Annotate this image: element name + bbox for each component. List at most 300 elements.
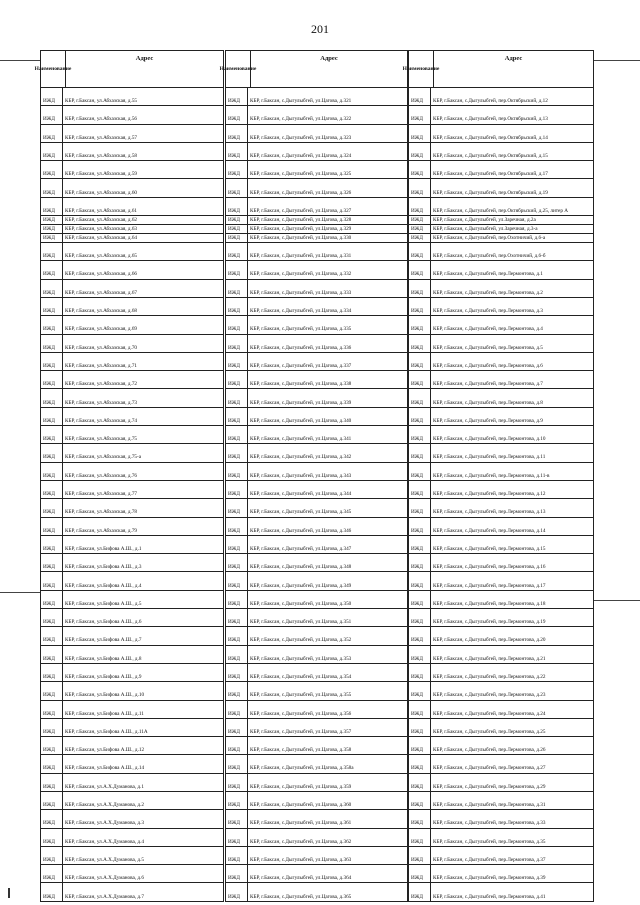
object-type: ИЖД bbox=[409, 829, 431, 846]
object-address: КБР, г.Баксан, с.Дыгулыбгей, пер.Лермонтова, д.31 bbox=[433, 802, 546, 809]
table-row bbox=[40, 426, 224, 444]
object-address: КБР, г.Баксан, с.Дыгулыбгей, пер.Лермонтова, д.39 bbox=[433, 875, 546, 882]
table-row bbox=[40, 499, 224, 517]
object-address: КБР, г.Баксан, ул.Абхазская, д.60 bbox=[65, 189, 138, 196]
table-row bbox=[225, 719, 408, 737]
object-type: ИЖД bbox=[41, 755, 63, 772]
object-address: КБР, г.Баксан, с.Дыгулыбгей, пер.Охотничий, д.6-б bbox=[433, 253, 546, 260]
object-type: ИЖД bbox=[226, 161, 248, 178]
object-address: КБР, г.Баксан, с.Дыгулыбгей, ул.Цагова, д.329 bbox=[250, 225, 352, 232]
table-row bbox=[225, 701, 408, 719]
object-type: ИЖД bbox=[409, 426, 431, 443]
object-type: ИЖД bbox=[41, 572, 63, 589]
object-address: КБР, г.Баксан, ул.Абхазская, д.75-а bbox=[65, 454, 142, 461]
object-address: КБР, г.Баксан, ул.Бифова А.Ш., д.8 bbox=[65, 655, 142, 662]
table-row bbox=[225, 646, 408, 664]
object-address: КБР, г.Баксан, с.Дыгулыбгей, пер.Лермонтова, д.11-в bbox=[433, 472, 550, 479]
object-type: ИЖД bbox=[41, 280, 63, 297]
object-address: КБР, г.Баксан, ул.Бифова А.Ш., д.14 bbox=[65, 765, 145, 772]
table-row bbox=[40, 847, 224, 865]
table-row bbox=[408, 774, 594, 792]
object-address: КБР, г.Баксан, с.Дыгулыбгей, ул.Цагова, д.347 bbox=[250, 545, 352, 552]
table-row bbox=[408, 627, 594, 645]
object-type: ИЖД bbox=[41, 335, 63, 352]
object-type: ИЖД bbox=[226, 627, 248, 644]
object-type: ИЖД bbox=[226, 179, 248, 196]
table-row bbox=[40, 389, 224, 407]
table-row bbox=[408, 298, 594, 316]
object-type: ИЖД bbox=[41, 261, 63, 278]
object-address: КБР, г.Баксан, с.Дыгулыбгей, пер.Лермонтова, д.26 bbox=[433, 747, 546, 754]
object-type: ИЖД bbox=[409, 280, 431, 297]
object-type: ИЖД bbox=[41, 554, 63, 571]
object-address: КБР, г.Баксан, ул.Абхазская, д.71 bbox=[65, 362, 138, 369]
object-address: КБР, г.Баксан, с.Дыгулыбгей, ул.Цагова, д.359 bbox=[250, 783, 352, 790]
object-address: КБР, г.Баксан, с.Дыгулыбгей, ул.Цагова, д.357 bbox=[250, 728, 352, 735]
table-row bbox=[408, 664, 594, 682]
object-address: КБР, г.Баксан, с.Дыгулыбгей, ул.Цагова, д.334 bbox=[250, 308, 352, 315]
scan-line-right-lower bbox=[594, 600, 640, 601]
type-header: Наименование bbox=[409, 51, 434, 87]
table-row bbox=[40, 179, 224, 197]
object-address: КБР, г.Баксан, с.Дыгулыбгей, пер.Лермонтова, д.20 bbox=[433, 637, 546, 644]
object-address: КБР, г.Баксан, ул.А.Х.Думанова, д.1 bbox=[65, 783, 144, 790]
table-row bbox=[408, 444, 594, 462]
object-address: КБР, г.Баксан, ул.Абхазская, д.76 bbox=[65, 472, 138, 479]
table-row bbox=[225, 737, 408, 755]
object-address: КБР, г.Баксан, с.Дыгулыбгей, ул.Цагова, д.326 bbox=[250, 189, 352, 196]
address-header: Адрес bbox=[135, 55, 154, 62]
object-address: КБР, г.Баксан, с.Дыгулыбгей, ул.Цагова, д.344 bbox=[250, 491, 352, 498]
object-address: КБР, г.Баксан, с.Дыгулыбгей, пер.Лермонтова, д.15 bbox=[433, 545, 546, 552]
object-address: КБР, г.Баксан, с.Дыгулыбгей, ул.Цагова, д.339 bbox=[250, 399, 352, 406]
table-row bbox=[225, 426, 408, 444]
object-address: КБР, г.Баксан, ул.Абхазская, д.77 bbox=[65, 491, 138, 498]
table-row bbox=[408, 125, 594, 143]
table-row bbox=[408, 518, 594, 536]
object-address: КБР, г.Баксан, с.Дыгулыбгей, пер.Октябрьский, д.12 bbox=[433, 98, 548, 105]
object-type: ИЖД bbox=[409, 353, 431, 370]
object-address: КБР, г.Баксан, с.Дыгулыбгей, ул.Цагова, д.342 bbox=[250, 454, 352, 461]
table-row bbox=[225, 829, 408, 847]
object-type: ИЖД bbox=[409, 463, 431, 480]
object-type: ИЖД bbox=[41, 829, 63, 846]
object-address: КБР, г.Баксан, с.Дыгулыбгей, пер.Лермонтова, д.10 bbox=[433, 436, 546, 443]
object-address: КБР, г.Баксан, с.Дыгулыбгей, ул.Цагова, д.360 bbox=[250, 802, 352, 809]
object-type: ИЖД bbox=[226, 591, 248, 608]
object-type: ИЖД bbox=[41, 810, 63, 827]
table-row bbox=[408, 216, 594, 225]
table-row bbox=[40, 865, 224, 883]
object-address: КБР, г.Баксан, с.Дыгулыбгей, ул.Цагова, д.346 bbox=[250, 527, 352, 534]
object-type: ИЖД bbox=[409, 591, 431, 608]
object-type: ИЖД bbox=[41, 444, 63, 461]
table-row bbox=[408, 408, 594, 426]
table-row bbox=[225, 161, 408, 179]
object-type: ИЖД bbox=[409, 865, 431, 882]
table-row bbox=[408, 179, 594, 197]
object-address: КБР, г.Баксан, с.Дыгулыбгей, ул.Цагова, д.349 bbox=[250, 582, 352, 589]
object-type: ИЖД bbox=[41, 792, 63, 809]
table-row bbox=[40, 280, 224, 298]
object-address: КБР, г.Баксан, ул.Абхазская, д.68 bbox=[65, 308, 138, 315]
object-type: ИЖД bbox=[41, 664, 63, 681]
table-row bbox=[40, 316, 224, 334]
object-address: КБР, г.Баксан, с.Дыгулыбгей, пер.Лермонтова, д.8 bbox=[433, 399, 543, 406]
object-type: ИЖД bbox=[41, 719, 63, 736]
object-type: ИЖД bbox=[41, 198, 63, 215]
object-address: КБР, г.Баксан, с.Дыгулыбгей, пер.Октябрьский, д.17 bbox=[433, 171, 548, 178]
object-address: КБР, г.Баксан, ул.Абхазская, д.64 bbox=[65, 234, 138, 241]
object-type: ИЖД bbox=[409, 216, 431, 224]
object-address: КБР, г.Баксан, с.Дыгулыбгей, ул.Цагова, д.356 bbox=[250, 710, 352, 717]
type-header: Наименование bbox=[226, 51, 251, 87]
table-row bbox=[225, 883, 408, 901]
object-address: КБР, г.Баксан, с.Дыгулыбгей, пер.Лермонтова, д.3 bbox=[433, 308, 543, 315]
table-row bbox=[408, 554, 594, 572]
table-header bbox=[219, 50, 408, 88]
table-row bbox=[225, 280, 408, 298]
table-row bbox=[225, 609, 408, 627]
table-row bbox=[225, 865, 408, 883]
object-address: КБР, г.Баксан, с.Дыгулыбгей, пер.Лермонтова, д.24 bbox=[433, 710, 546, 717]
table-row bbox=[40, 591, 224, 609]
table-row bbox=[40, 719, 224, 737]
table-row bbox=[40, 829, 224, 847]
table-row bbox=[408, 198, 594, 216]
object-address: КБР, г.Баксан, ул.Бифова А.Ш., д.1 bbox=[65, 545, 142, 552]
object-address: КБР, г.Баксан, с.Дыгулыбгей, пер.Октябрьский, д.15 bbox=[433, 152, 548, 159]
object-type: ИЖД bbox=[226, 243, 248, 260]
table-row bbox=[225, 463, 408, 481]
object-type: ИЖД bbox=[409, 536, 431, 553]
object-address: КБР, г.Баксан, с.Дыгулыбгей, ул.Цагова, д.354 bbox=[250, 674, 352, 680]
object-address: КБР, г.Баксан, с.Дыгулыбгей, ул.Цагова, д.364 bbox=[250, 875, 352, 882]
object-type: ИЖД bbox=[226, 198, 248, 215]
object-type: ИЖД bbox=[409, 335, 431, 352]
object-address: КБР, г.Баксан, с.Дыгулыбгей, ул.Заречная, д.3-а bbox=[433, 225, 538, 232]
object-type: ИЖД bbox=[226, 234, 248, 242]
object-address: КБР, г.Баксан, ул.Бифова А.Ш., д.10 bbox=[65, 692, 145, 699]
table-row bbox=[225, 627, 408, 645]
table-row bbox=[40, 234, 224, 243]
object-type: ИЖД bbox=[41, 298, 63, 315]
object-type: ИЖД bbox=[409, 88, 431, 105]
table-row bbox=[225, 243, 408, 261]
table-row bbox=[225, 792, 408, 810]
table-row bbox=[225, 591, 408, 609]
object-address: КБР, г.Баксан, с.Дыгулыбгей, ул.Цагова, д.343 bbox=[250, 472, 352, 479]
object-address: КБР, г.Баксан, с.Дыгулыбгей, ул.Цагова, д.365 bbox=[250, 893, 352, 900]
object-type: ИЖД bbox=[226, 225, 248, 233]
object-type: ИЖД bbox=[409, 481, 431, 498]
object-type: ИЖД bbox=[409, 371, 431, 388]
object-address: КБР, г.Баксан, ул.Бифова А.Ш., д.6 bbox=[65, 619, 142, 626]
object-type: ИЖД bbox=[409, 161, 431, 178]
object-address: КБР, г.Баксан, с.Дыгулыбгей, ул.Цагова, д.321 bbox=[250, 98, 352, 105]
object-address: КБР, г.Баксан, с.Дыгулыбгей, ул.Цагова, д.323 bbox=[250, 134, 352, 141]
table-row bbox=[225, 143, 408, 161]
object-address: КБР, г.Баксан, ул.Бифова А.Ш., д.11 bbox=[65, 710, 144, 717]
object-address: КБР, г.Баксан, с.Дыгулыбгей, ул.Цагова, д.330 bbox=[250, 234, 352, 241]
object-address: КБР, г.Баксан, ул.Бифова А.Ш., д.7 bbox=[65, 637, 142, 644]
object-address: КБР, г.Баксан, ул.Абхазская, д.59 bbox=[65, 171, 138, 178]
table-row bbox=[40, 774, 224, 792]
object-type: ИЖД bbox=[409, 737, 431, 754]
table-row bbox=[40, 335, 224, 353]
table-row bbox=[408, 143, 594, 161]
table-row bbox=[40, 737, 224, 755]
address-column-1 bbox=[34, 50, 224, 902]
object-address: КБР, г.Баксан, ул.Бифова А.Ш., д.3 bbox=[65, 564, 142, 571]
table-row bbox=[40, 125, 224, 143]
object-type: ИЖД bbox=[41, 536, 63, 553]
table-row bbox=[408, 536, 594, 554]
object-address: КБР, г.Баксан, ул.Абхазская, д.61 bbox=[65, 207, 138, 214]
object-type: ИЖД bbox=[226, 829, 248, 846]
object-type: ИЖД bbox=[226, 774, 248, 791]
table-row bbox=[408, 755, 594, 773]
object-type: ИЖД bbox=[226, 481, 248, 498]
table-row bbox=[225, 444, 408, 462]
object-address: КБР, г.Баксан, с.Дыгулыбгей, ул.Цагова, д.336 bbox=[250, 344, 352, 351]
object-address: КБР, г.Баксан, ул.Абхазская, д.70 bbox=[65, 344, 138, 351]
table-row bbox=[40, 353, 224, 371]
table-row bbox=[40, 646, 224, 664]
table-row bbox=[408, 280, 594, 298]
object-address: КБР, г.Баксан, с.Дыгулыбгей, пер.Лермонтова, д.4 bbox=[433, 326, 543, 333]
object-address: КБР, г.Баксан, с.Дыгулыбгей, ул.Цагова, д.361 bbox=[250, 820, 352, 827]
table-row bbox=[40, 518, 224, 536]
object-address: КБР, г.Баксан, с.Дыгулыбгей, ул.Цагова, д.352 bbox=[250, 637, 352, 644]
table-row bbox=[408, 88, 594, 106]
object-address: КБР, г.Баксан, с.Дыгулыбгей, ул.Цагова, д.341 bbox=[250, 436, 352, 443]
table-row bbox=[408, 353, 594, 371]
object-address: КБР, г.Баксан, с.Дыгулыбгей, ул.Цагова, д.340 bbox=[250, 417, 352, 424]
object-address: КБР, г.Баксан, с.Дыгулыбгей, пер.Лермонтова, д.22 bbox=[433, 674, 546, 680]
table-row bbox=[408, 865, 594, 883]
object-type: ИЖД bbox=[409, 179, 431, 196]
object-type: ИЖД bbox=[409, 646, 431, 663]
table-row bbox=[408, 829, 594, 847]
table-row bbox=[225, 408, 408, 426]
table-row bbox=[408, 161, 594, 179]
object-address: КБР, г.Баксан, ул.А.Х.Думанова, д.5 bbox=[65, 856, 144, 863]
object-type: ИЖД bbox=[409, 774, 431, 791]
object-address: КБР, г.Баксан, с.Дыгулыбгей, пер.Лермонтова, д.2 bbox=[433, 289, 543, 296]
object-type: ИЖД bbox=[409, 572, 431, 589]
table-row bbox=[40, 755, 224, 773]
object-address: КБР, г.Баксан, с.Дыгулыбгей, пер.Лермонтова, д.5 bbox=[433, 344, 543, 351]
object-type: ИЖД bbox=[409, 143, 431, 160]
table-row bbox=[40, 161, 224, 179]
object-address: КБР, г.Баксан, с.Дыгулыбгей, пер.Лермонтова, д.23 bbox=[433, 692, 546, 699]
object-type: ИЖД bbox=[409, 106, 431, 123]
object-address: КБР, г.Баксан, ул.А.Х.Думанова, д.4 bbox=[65, 838, 144, 845]
table-row bbox=[408, 810, 594, 828]
object-address: КБР, г.Баксан, с.Дыгулыбгей, ул.Цагова, д.335 bbox=[250, 326, 352, 333]
object-type: ИЖД bbox=[41, 865, 63, 882]
table-row bbox=[408, 719, 594, 737]
table-row bbox=[408, 389, 594, 407]
table-row bbox=[225, 261, 408, 279]
object-address: КБР, г.Баксан, ул.Бифова А.Ш., д.4 bbox=[65, 582, 142, 589]
object-type: ИЖД bbox=[41, 161, 63, 178]
page-number: 201 bbox=[311, 22, 329, 36]
table-row bbox=[40, 627, 224, 645]
table-row bbox=[225, 682, 408, 700]
table-row bbox=[408, 883, 594, 901]
object-type: ИЖД bbox=[409, 298, 431, 315]
address-column-3 bbox=[402, 50, 594, 902]
rows-column-1 bbox=[40, 88, 224, 902]
table-row bbox=[40, 225, 224, 234]
object-type: ИЖД bbox=[226, 335, 248, 352]
object-type: ИЖД bbox=[41, 518, 63, 535]
object-type: ИЖД bbox=[226, 499, 248, 516]
table-row bbox=[40, 792, 224, 810]
object-type: ИЖД bbox=[41, 463, 63, 480]
object-type: ИЖД bbox=[41, 627, 63, 644]
table-row bbox=[225, 499, 408, 517]
object-type: ИЖД bbox=[409, 682, 431, 699]
object-address: КБР, г.Баксан, с.Дыгулыбгей, ул.Цагова, д.348 bbox=[250, 564, 352, 571]
object-address: КБР, г.Баксан, с.Дыгулыбгей, пер.Октябрьский, д.19 bbox=[433, 189, 548, 196]
object-type: ИЖД bbox=[41, 316, 63, 333]
table-row bbox=[225, 234, 408, 243]
scan-mark bbox=[8, 888, 10, 898]
object-address: КБР, г.Баксан, с.Дыгулыбгей, пер.Лермонтова, д.13 bbox=[433, 509, 546, 516]
object-type: ИЖД bbox=[409, 609, 431, 626]
object-address: КБР, г.Баксан, ул.А.Х.Думанова, д.3 bbox=[65, 820, 144, 827]
object-address: КБР, г.Баксан, с.Дыгулыбгей, ул.Цагова, д.328 bbox=[250, 216, 352, 223]
object-type: ИЖД bbox=[41, 499, 63, 516]
object-type: ИЖД bbox=[409, 719, 431, 736]
object-type: ИЖД bbox=[41, 225, 63, 233]
table-row bbox=[225, 774, 408, 792]
table-row bbox=[40, 701, 224, 719]
object-address: КБР, г.Баксан, с.Дыгулыбгей, пер.Лермонтова, д.37 bbox=[433, 856, 546, 863]
object-type: ИЖД bbox=[41, 234, 63, 242]
object-type: ИЖД bbox=[226, 426, 248, 443]
object-address: КБР, г.Баксан, ул.Абхазская, д.79 bbox=[65, 527, 138, 534]
table-row bbox=[225, 371, 408, 389]
object-type: ИЖД bbox=[41, 609, 63, 626]
object-address: КБР, г.Баксан, ул.Абхазская, д.74 bbox=[65, 417, 138, 424]
table-row bbox=[225, 198, 408, 216]
table-row bbox=[40, 609, 224, 627]
object-address: КБР, г.Баксан, ул.Бифова А.Ш., д.9 bbox=[65, 674, 142, 680]
object-type: ИЖД bbox=[41, 591, 63, 608]
object-type: ИЖД bbox=[409, 627, 431, 644]
object-address: КБР, г.Баксан, ул.Абхазская, д.63 bbox=[65, 225, 138, 232]
table-row bbox=[408, 225, 594, 234]
table-row bbox=[225, 572, 408, 590]
table-row bbox=[408, 106, 594, 124]
object-type: ИЖД bbox=[41, 737, 63, 754]
table-row bbox=[408, 261, 594, 279]
table-row bbox=[225, 389, 408, 407]
address-column-2 bbox=[219, 50, 408, 902]
table-row bbox=[40, 88, 224, 106]
table-row bbox=[40, 463, 224, 481]
object-address: КБР, г.Баксан, с.Дыгулыбгей, пер.Лермонтова, д.16 bbox=[433, 564, 546, 571]
table-row bbox=[40, 408, 224, 426]
object-address: КБР, г.Баксан, ул.Абхазская, д.75 bbox=[65, 436, 138, 443]
table-row bbox=[408, 572, 594, 590]
object-type: ИЖД bbox=[41, 353, 63, 370]
object-type: ИЖД bbox=[226, 536, 248, 553]
object-type: ИЖД bbox=[41, 216, 63, 224]
table-row bbox=[40, 216, 224, 225]
object-address: КБР, г.Баксан, с.Дыгулыбгей, пер.Лермонтова, д.25 bbox=[433, 728, 546, 735]
object-type: ИЖД bbox=[409, 883, 431, 900]
object-type: ИЖД bbox=[226, 353, 248, 370]
table-row bbox=[225, 225, 408, 234]
object-type: ИЖД bbox=[226, 755, 248, 772]
table-row bbox=[225, 664, 408, 682]
object-address: КБР, г.Баксан, с.Дыгулыбгей, ул.Цагова, д.363 bbox=[250, 856, 352, 863]
object-type: ИЖД bbox=[226, 810, 248, 827]
object-address: КБР, г.Баксан, с.Дыгулыбгей, пер.Лермонтова, д.21 bbox=[433, 655, 546, 662]
object-type: ИЖД bbox=[409, 125, 431, 142]
object-type: ИЖД bbox=[41, 408, 63, 425]
object-type: ИЖД bbox=[41, 883, 63, 900]
object-address: КБР, г.Баксан, ул.Абхазская, д.62 bbox=[65, 216, 138, 223]
table-row bbox=[225, 179, 408, 197]
table-row bbox=[225, 106, 408, 124]
table-row bbox=[408, 371, 594, 389]
object-type: ИЖД bbox=[226, 664, 248, 681]
object-type: ИЖД bbox=[226, 280, 248, 297]
object-address: КБР, г.Баксан, с.Дыгулыбгей, пер.Лермонтова, д.17 bbox=[433, 582, 546, 589]
object-type: ИЖД bbox=[226, 646, 248, 663]
object-type: ИЖД bbox=[226, 865, 248, 882]
object-type: ИЖД bbox=[226, 847, 248, 864]
object-type: ИЖД bbox=[41, 125, 63, 142]
scan-line-left bbox=[0, 60, 40, 61]
object-address: КБР, г.Баксан, ул.Бифова А.Ш., д.11А bbox=[65, 728, 148, 735]
object-address: КБР, г.Баксан, ул.Абхазская, д.73 bbox=[65, 399, 138, 406]
object-address: КБР, г.Баксан, с.Дыгулыбгей, пер.Лермонтова, д.33 bbox=[433, 820, 546, 827]
object-address: КБР, г.Баксан, ул.А.Х.Думанова, д.6 bbox=[65, 875, 144, 882]
table-row bbox=[40, 198, 224, 216]
object-address: КБР, г.Баксан, с.Дыгулыбгей, ул.Цагова, д.345 bbox=[250, 509, 352, 516]
type-header: Наименование bbox=[41, 51, 66, 87]
object-type: ИЖД bbox=[41, 426, 63, 443]
table-row bbox=[40, 371, 224, 389]
table-row bbox=[40, 810, 224, 828]
table-row bbox=[408, 234, 594, 243]
object-type: ИЖД bbox=[226, 609, 248, 626]
object-address: КБР, г.Баксан, с.Дыгулыбгей, пер.Лермонтова, д.19 bbox=[433, 619, 546, 626]
table-row bbox=[408, 701, 594, 719]
object-address: КБР, г.Баксан, с.Дыгулыбгей, ул.Цагова, д.362 bbox=[250, 838, 352, 845]
object-address: КБР, г.Баксан, ул.Абхазская, д.69 bbox=[65, 326, 138, 333]
table-row bbox=[40, 536, 224, 554]
object-type: ИЖД bbox=[226, 216, 248, 224]
object-type: ИЖД bbox=[41, 774, 63, 791]
object-address: КБР, г.Баксан, с.Дыгулыбгей, пер.Октябрьский, д.25, литер А bbox=[433, 207, 568, 214]
object-type: ИЖД bbox=[41, 143, 63, 160]
object-address: КБР, г.Баксан, с.Дыгулыбгей, ул.Цагова, д.338 bbox=[250, 381, 352, 388]
table-row bbox=[408, 463, 594, 481]
table-header bbox=[402, 50, 594, 88]
object-type: ИЖД bbox=[409, 792, 431, 809]
object-type: ИЖД bbox=[226, 572, 248, 589]
scan-line-right bbox=[594, 60, 640, 61]
table-row bbox=[225, 847, 408, 865]
